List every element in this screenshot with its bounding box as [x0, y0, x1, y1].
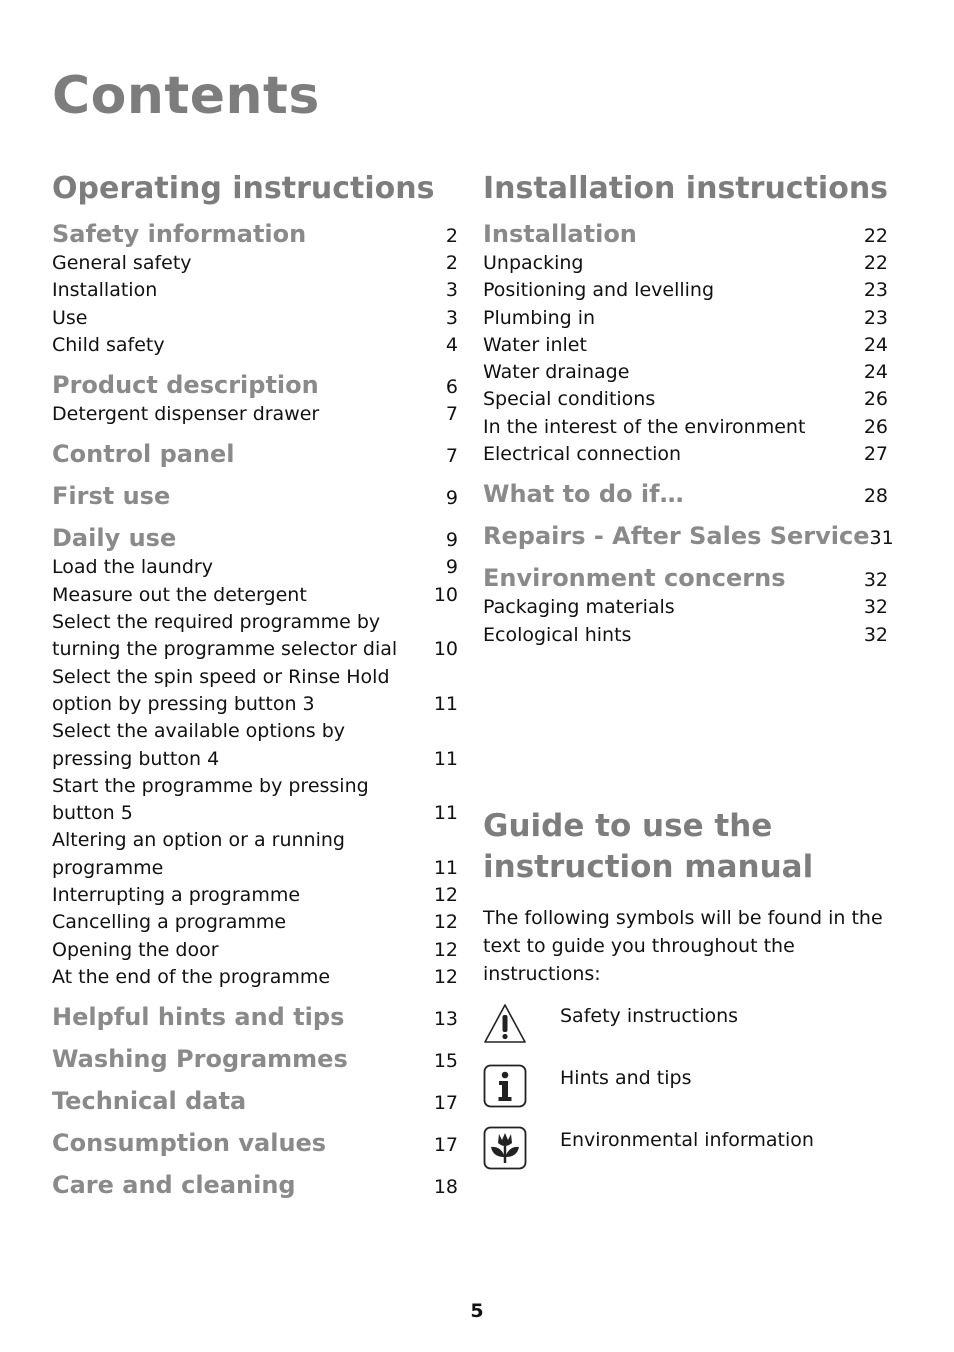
toc-entry	[52, 664, 458, 719]
entry-text: Select the available options by pressing button 4	[52, 720, 345, 770]
page-ref: 4	[445, 333, 458, 356]
flower-leaf-icon	[483, 1126, 527, 1170]
section-title: Repairs - After Sales Service	[483, 522, 870, 551]
page-ref: 26	[863, 415, 888, 438]
entry-text: Packaging materials	[483, 596, 675, 619]
page-number: 5	[470, 1300, 484, 1322]
section-title: Washing Programmes	[52, 1045, 348, 1074]
entry-text: Detergent dispenser drawer	[52, 403, 320, 426]
section-title: Consumption values	[52, 1129, 327, 1158]
page-ref: 9	[445, 556, 458, 579]
page-ref: 2	[445, 225, 458, 247]
page-ref: 11	[433, 692, 458, 715]
toc-section-heading	[52, 522, 458, 554]
page-ref: 32	[863, 623, 888, 646]
toc-section	[483, 478, 888, 510]
page-ref: 9	[445, 487, 458, 510]
page-ref: 11	[433, 802, 458, 825]
toc-entry	[52, 827, 458, 882]
section-title: Control panel	[52, 440, 235, 469]
toc-section-heading	[483, 520, 894, 552]
page-ref: 6	[445, 376, 458, 399]
page-ref: 32	[863, 569, 888, 592]
entry-text: Water drainage	[483, 361, 630, 384]
toc-section	[52, 1169, 458, 1201]
section-title: What to do if…	[483, 480, 684, 509]
page-ref: 17	[433, 1092, 458, 1115]
entry-text: Load the laundry	[52, 556, 213, 579]
entry-text: Use	[52, 306, 88, 329]
section-title: Helpful hints and tips	[52, 1003, 345, 1032]
entry-text: Interrupting a programme	[52, 884, 301, 907]
page-ref: 23	[863, 279, 888, 302]
page-ref: 11	[433, 747, 458, 770]
page-ref: 24	[863, 361, 888, 384]
toc-entry	[52, 332, 458, 359]
toc-entry	[52, 718, 458, 773]
symbol-label: Hints and tips	[560, 1067, 692, 1089]
entry-text: At the end of the programme	[52, 965, 331, 988]
warning-triangle-icon	[483, 1002, 527, 1046]
toc-entry	[52, 250, 458, 277]
toc-entry	[483, 386, 888, 413]
toc-entry	[52, 964, 458, 991]
toc-section	[483, 562, 888, 649]
toc-section-heading	[52, 1085, 458, 1117]
page-ref: 22	[863, 252, 888, 274]
entry-text: Special conditions	[483, 388, 656, 411]
page-title: Contents	[52, 66, 320, 126]
toc-section-heading	[483, 478, 888, 510]
info-icon	[483, 1064, 527, 1108]
operating-instructions-column	[52, 168, 458, 1211]
section-title: Daily use	[52, 524, 177, 553]
section-title: Installation	[483, 220, 637, 248]
toc-section	[52, 438, 458, 470]
toc-entry	[52, 277, 458, 304]
page-ref: 11	[433, 856, 458, 879]
toc-entry	[483, 277, 888, 304]
toc-section	[483, 218, 888, 468]
toc-entry	[483, 441, 888, 468]
toc-section	[52, 218, 458, 359]
toc-entry	[483, 332, 888, 359]
entry-text: In the interest of the environment	[483, 415, 806, 438]
page-ref: 17	[433, 1134, 458, 1157]
symbol-label: Environmental information	[560, 1129, 814, 1151]
toc-section-heading	[52, 1169, 458, 1201]
section-title: First use	[52, 482, 171, 511]
toc-section-heading	[52, 480, 458, 512]
page-ref: 18	[433, 1176, 458, 1199]
toc-entry	[52, 909, 458, 936]
toc-section-heading	[52, 218, 458, 250]
entry-text: Positioning and levelling	[483, 279, 715, 302]
page-ref: 12	[433, 965, 458, 988]
entry-text: Select the required programme by turning the programme selector dial	[52, 611, 398, 661]
guide-intro: The following symbols will be found in the text to guide you throughout the instructions:	[483, 907, 883, 985]
toc-section-heading	[52, 369, 458, 401]
section-title: Care and cleaning	[52, 1171, 296, 1200]
toc-entry	[52, 937, 458, 964]
toc-section	[52, 480, 458, 512]
entry-text: Altering an option or a running programme	[52, 829, 345, 879]
page-ref: 24	[863, 333, 888, 356]
guide-heading: Guide to use the instruction manual	[483, 808, 814, 885]
entry-text: General safety	[52, 252, 192, 274]
toc-entry	[52, 882, 458, 909]
section-title: Environment concerns	[483, 564, 786, 593]
entry-text: Ecological hints	[483, 623, 632, 646]
page-ref: 15	[433, 1050, 458, 1073]
page-ref: 13	[433, 1008, 458, 1031]
toc-section-heading	[52, 1043, 458, 1075]
section-title: Product description	[52, 371, 319, 400]
toc-entry	[52, 305, 458, 332]
entry-text: Select the spin speed or Rinse Hold option by pressing button 3	[52, 665, 390, 715]
toc-entry	[52, 554, 458, 581]
symbol-row	[483, 1064, 908, 1126]
toc-section	[52, 369, 458, 428]
toc-section	[52, 1085, 458, 1117]
page-ref: 32	[863, 596, 888, 619]
entry-text: Plumbing in	[483, 306, 596, 329]
toc-section	[52, 1001, 458, 1033]
page-ref: 27	[863, 443, 888, 466]
toc-entry	[52, 609, 458, 664]
column-heading: Installation instructions	[483, 171, 889, 206]
toc-entry	[483, 305, 888, 332]
entry-text: Electrical connection	[483, 443, 682, 466]
entry-text: Start the programme by pressing button 5	[52, 774, 369, 825]
toc-section-heading	[483, 218, 888, 250]
page-ref: 9	[445, 529, 458, 552]
page-ref: 7	[445, 445, 458, 468]
toc-section	[52, 1127, 458, 1159]
symbol-label: Safety instructions	[560, 1005, 739, 1027]
toc-section-heading	[483, 562, 888, 594]
toc-entry	[52, 582, 458, 609]
toc-section-heading	[52, 1127, 458, 1159]
page-ref: 28	[863, 485, 888, 508]
toc-entry	[483, 359, 888, 386]
page-ref: 10	[433, 583, 458, 606]
symbol-row	[483, 1126, 908, 1188]
toc-section	[483, 520, 894, 552]
section-title: Technical data	[52, 1087, 247, 1116]
toc-entry	[483, 250, 888, 277]
page-ref: 22	[863, 225, 888, 247]
page-ref: 23	[863, 306, 888, 329]
toc-entry	[483, 594, 888, 621]
page-ref: 12	[433, 938, 458, 961]
toc-entry	[52, 773, 458, 828]
page-ref: 10	[433, 638, 458, 661]
toc-entry	[52, 401, 458, 428]
guide-section	[483, 806, 908, 1188]
entry-text: Child safety	[52, 333, 165, 356]
installation-instructions-column	[483, 168, 894, 659]
toc-entry	[483, 622, 888, 649]
entry-text: Cancelling a programme	[52, 911, 287, 934]
symbol-row	[483, 1002, 908, 1064]
section-title: Safety information	[52, 220, 307, 248]
toc-section-heading	[52, 1001, 458, 1033]
toc-section-heading	[52, 438, 458, 470]
page-ref: 2	[445, 252, 458, 274]
entry-text: Measure out the detergent	[52, 583, 307, 606]
toc-entry	[483, 414, 888, 441]
entry-text: Water inlet	[483, 333, 587, 356]
page-ref: 12	[433, 884, 458, 907]
column-heading: Operating instructions	[52, 171, 435, 206]
page-ref: 31	[869, 527, 894, 550]
page-ref: 3	[445, 306, 458, 329]
page-ref: 3	[445, 279, 458, 302]
page-ref: 7	[445, 403, 458, 426]
entry-text: Unpacking	[483, 252, 584, 274]
page-ref: 12	[433, 911, 458, 934]
entry-text: Opening the door	[52, 938, 219, 961]
toc-section	[52, 522, 458, 991]
page-ref: 26	[863, 388, 888, 411]
toc-section	[52, 1043, 458, 1075]
entry-text: Installation	[52, 279, 158, 302]
